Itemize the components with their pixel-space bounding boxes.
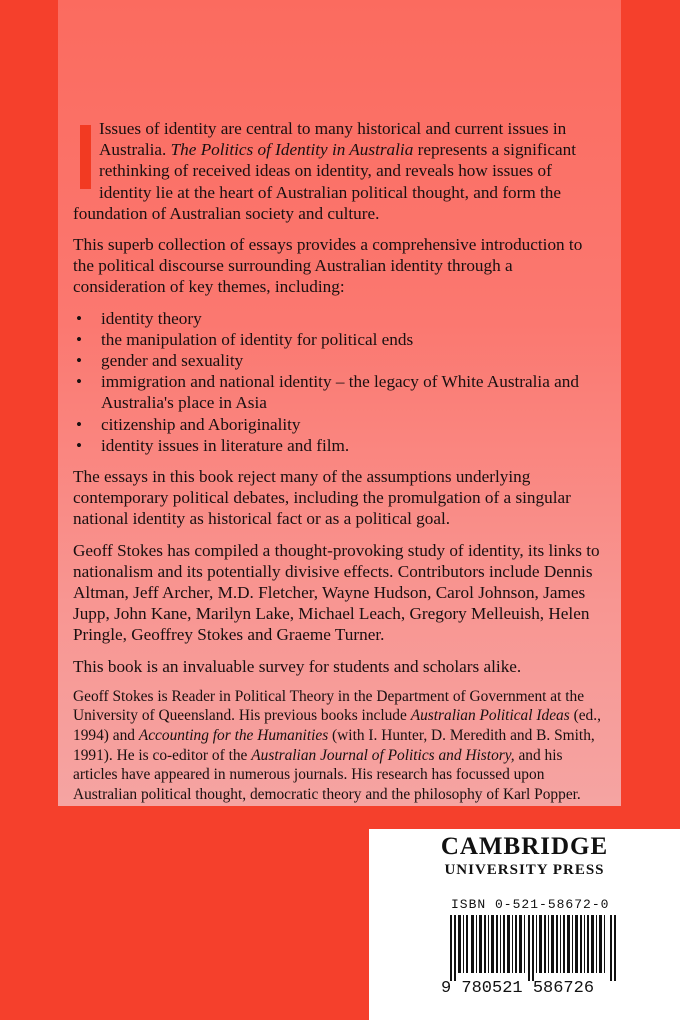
intro-text-1: ssues of identity are central to many historical and current issues in Australia. xyxy=(99,119,567,160)
publisher-barcode-box xyxy=(369,829,680,1020)
collection-paragraph: This superb collection of essays provides a comprehensive introduction to the political discourse surrounding Australian identity through a consideration of key themes, including: xyxy=(73,235,583,297)
author-bio-text: and his articles have appeared in numerous journals. His research has focussed upon Australian political thought, democratic theory and the philosophy of Karl Popper. xyxy=(73,746,581,803)
intro-text-2: represents a significant rethinking of received ideas on identity, and reveals how issues of identity lie at the heart of Australian political thought, and form the foundation of Australian society and culture. xyxy=(73,140,577,223)
previous-book-title: Accounting for the Humanities xyxy=(138,727,329,745)
author-bio-text: (with I. Hunter, D. Meredith and B. Smith, 1991). He is co-editor of the xyxy=(73,727,595,764)
journal-title: Australian Journal of Politics and History, xyxy=(251,746,515,764)
theme-item: • the manipulation of identity for political ends xyxy=(73,329,603,350)
book-title: The Politics of Identity in Australia xyxy=(170,140,414,160)
isbn-label: ISBN 0-521-58672-0 xyxy=(451,897,610,912)
publisher-subtitle: UNIVERSITY PRESS xyxy=(444,862,605,878)
previous-book-title: Australian Political Ideas xyxy=(410,707,570,725)
intro-lead-letter: I xyxy=(99,119,105,138)
essays-paragraph: The essays in this book reject many of the assumptions underlying contemporary political debates, including the promulgation of a singular national identity as historical fact or as a political goal. xyxy=(73,467,571,529)
author-bio-text: (ed., 1994) and xyxy=(73,707,601,745)
theme-item: • immigration and national identity – the legacy of White Australia and Australia's place in Asia xyxy=(73,371,603,413)
author-bio-text: Geoff Stokes is Reader in Political Theory in the Department of Government at the University of Queensland. His previous books include xyxy=(73,687,585,725)
contributors-paragraph: Geoff Stokes has compiled a thought-provoking study of identity, its links to nationalism and its potentially divisive effects. Contributors include Dennis Altman, Jeff Archer, M.D. Fletcher, Wayne Hudson, Carol Johnson, James Jupp, John Kane, Marilyn Lake, Michael Leach, Gregory Melleuish, Helen Pringle, Geoffrey Stokes and Graeme Turner. xyxy=(73,540,600,645)
theme-item: • identity issues in literature and film. xyxy=(73,435,603,456)
drop-cap-bar xyxy=(80,125,91,189)
audience-paragraph: This book is an invaluable survey for students and scholars alike. xyxy=(73,656,522,676)
back-cover-blurb xyxy=(73,118,603,814)
theme-item: • citizenship and Aboriginality xyxy=(73,414,603,435)
barcode-icon xyxy=(450,915,618,981)
publisher-name: CAMBRIDGE xyxy=(440,833,609,860)
themes-list xyxy=(73,308,603,456)
author-bio xyxy=(73,687,603,805)
intro-paragraph xyxy=(73,118,603,224)
theme-item: • gender and sexuality xyxy=(73,350,603,371)
barcode-number: 9 780521 586726 xyxy=(441,979,595,998)
theme-item: • identity theory xyxy=(73,308,603,329)
